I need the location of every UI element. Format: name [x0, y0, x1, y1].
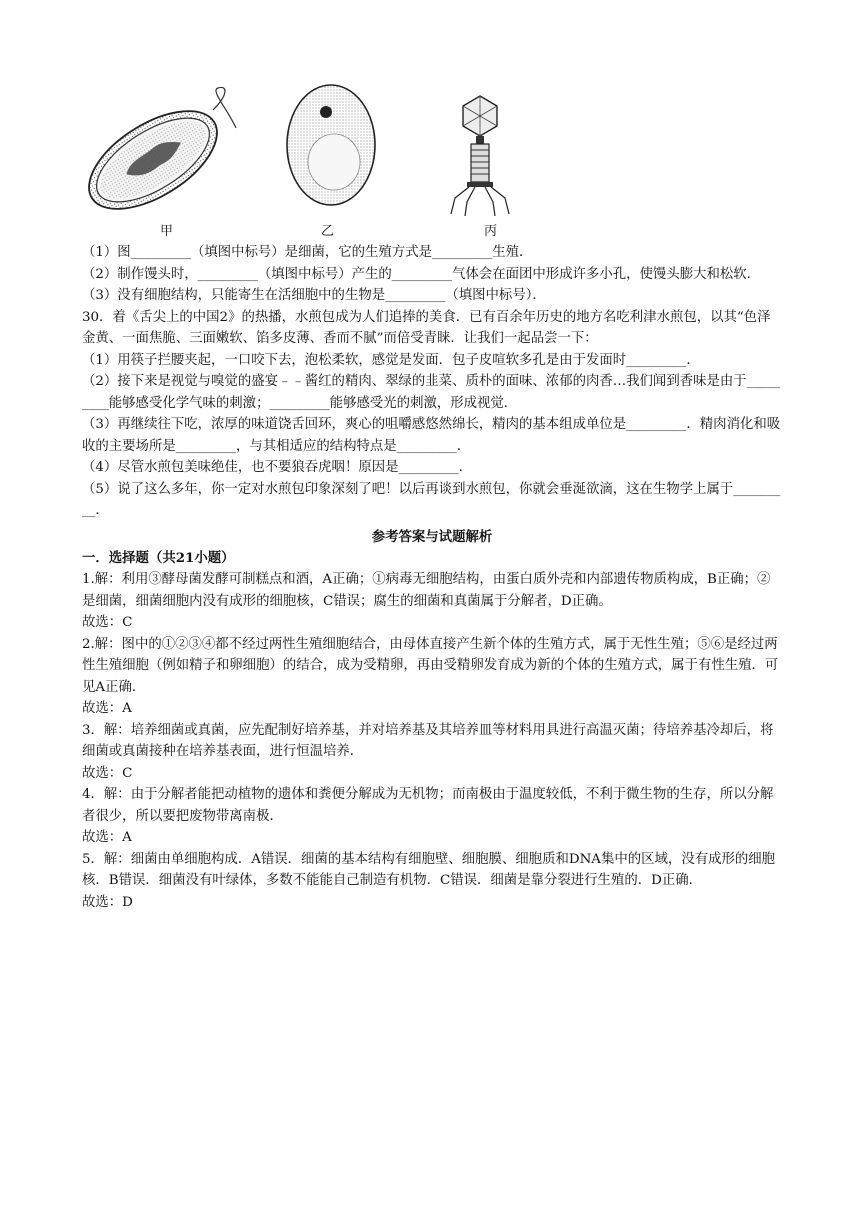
- bacterium-illustration: [78, 80, 248, 220]
- answer-2: 2.解：图中的①②③④都不经过两性生殖细胞结合，由母体直接产生新个体的生殖方式，属于无性生殖；⑤⑥是经过两性生殖细胞（例如精子和卵细胞）的结合，成为受精卵，再由受精卵发育成为新的个体的生殖方式，属于有性生殖．可见A正确．: [82, 636, 779, 695]
- answer-3-choice: 故选：C: [82, 765, 133, 781]
- answer-2-choice: 故选：A: [82, 701, 132, 716]
- question-30-3: （3）再继续往下吃，浓厚的味道饶舌回环，爽心的咀嚼感悠然绵长，精肉的基本组成单位是_________．精肉消化和吸收的主要场所是_________，与其相适应的结构特点是_________．: [82, 417, 781, 454]
- figure-label-jia: 甲: [160, 224, 174, 239]
- figure-area: [0, 0, 860, 245]
- figure-label-yi: 乙: [321, 224, 335, 239]
- answer-5-choice: 故选：D: [82, 894, 133, 910]
- figure-label-bing: 丙: [484, 224, 498, 239]
- question-30-5: （5）说了这么多年，你一定对水煎包印象深刻了吧！以后再谈到水煎包，你就会垂涎欲滴，这在生物学上属于_________．: [82, 481, 781, 518]
- document-body: [82, 242, 782, 913]
- answer-3: 3．解：培养细菌或真菌，应先配制好培养基，并对培养基及其培养皿等材料用具进行高温灭菌；待培养基冷却后，将细菌或真菌接种在培养基表面，进行恒温培养．: [82, 722, 774, 759]
- question-29-1: （1）图_________（填图中标号）是细菌，它的生殖方式是_________生殖．: [82, 245, 533, 260]
- section-heading: 一．选择题（共21小题）: [82, 549, 235, 566]
- answer-1: 1.解：利用③酵母菌发酵可制糕点和酒，A正确；①病毒无细胞结构，由蛋白质外壳和内部遗传物质构成，B正确；②是细菌，细菌细胞内没有成形的细胞核，C错误；腐生的细菌和真菌属于分解者，D正确。: [82, 572, 771, 609]
- answer-4: 4．解：由于分解者能把动植物的遗体和粪便分解成为无机物；而南极由于温度较低，不利于微生物的生存，所以分解者很少，所以要把废物带离南极．: [82, 787, 774, 824]
- question-29-2: （2）制作馒头时，_________（填图中标号）产生的_________气体会在面团中形成许多小孔，使馒头膨大和松软．: [82, 266, 761, 282]
- virus-illustration: [445, 92, 515, 218]
- question-30-stem: 30．着《舌尖上的中国2》的热播，水煎包成为人们追捧的美食．已有百余年历史的地方名吃利津水煎包，以其“色泽金黄、一面焦脆、三面嫩软、馅多皮薄、香而不腻”而倍受青睐．让我们一起品尝一下：: [82, 309, 771, 346]
- answers-title: 参考答案与试题解析: [371, 528, 493, 545]
- answer-5: 5．解：细菌由单细胞构成．A错误．细菌的基本结构有细胞壁、细胞膜、细胞质和DNA集中的区域，没有成形的细胞核．B错误．细菌没有叶绿体，多数不能能自己制造有机物．C错误．细菌是靠分裂进行生殖的．D正确．: [82, 851, 776, 888]
- question-30-4: （4）尽管水煎包美味绝佳，也不要狼吞虎咽！原因是_________．: [82, 460, 473, 475]
- question-30-1: （1）用筷子拦腰夹起，一口咬下去，泡松柔软，感觉是发面．包子皮喧软多孔是由于发面时_________．: [82, 352, 700, 368]
- question-30-2: （2）接下来是视觉与嗅觉的盛宴﹣﹣酱红的精肉、翠绿的韭菜、质朴的面味、浓郁的肉香…我们闻到香味是由于_________能够感受化学气味的刺激；_________能够感受光的刺激，形成视觉．: [82, 374, 781, 411]
- question-29-3: （3）没有细胞结构，只能寄生在活细胞中的生物是_________（填图中标号）．: [82, 288, 546, 303]
- answer-1-choice: 故选：C: [82, 615, 133, 630]
- yeast-cell-illustration: [282, 80, 380, 210]
- answer-4-choice: 故选：A: [82, 830, 132, 845]
